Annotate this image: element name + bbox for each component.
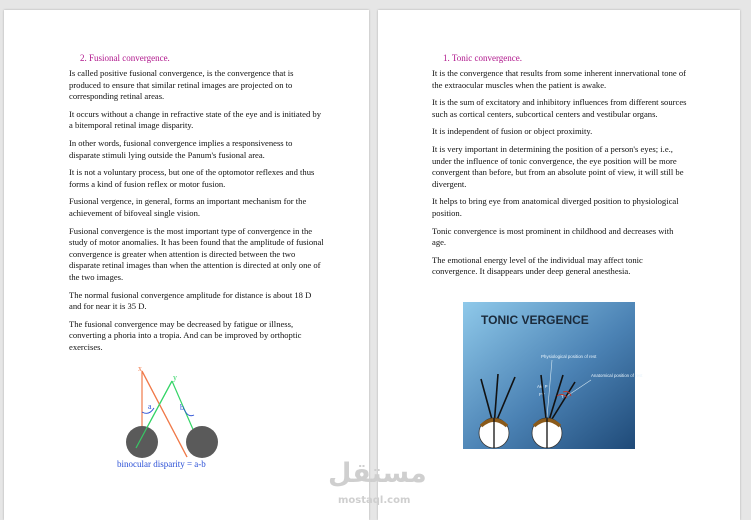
- page-right-content: [432, 52, 687, 284]
- watermark-arabic: مستقل: [328, 458, 427, 489]
- left-eye: [126, 426, 158, 458]
- paragraph: It helps to bring eye from anatomical diverged position to physiological position.: [432, 196, 679, 218]
- watermark-logo: [328, 458, 427, 514]
- paragraph: It is the sum of excitatory and inhibitory influences from different sources such as cortical centers, subcortical centers and vestibular organs.: [432, 97, 687, 119]
- label-x: x: [138, 364, 142, 373]
- watermark-latin: mostaql.com: [338, 495, 411, 506]
- document-page-left: [4, 10, 369, 520]
- paragraph: The fusional convergence may be decreased by fatigue or illness, converting a phoria into a tropia. And can be improved by orthoptic exercises.: [69, 318, 302, 352]
- label-t: T: [561, 394, 564, 399]
- paragraph: It is very important in determining the position of a person's eyes; i.e., under the influence of tonic convergence, the eye position will be more convergent than before, but from an absolute point of view, it will still be divergent.: [432, 143, 684, 189]
- paragraph: The emotional energy level of the individual may affect tonic convergence. It disappears under deep general anesthesia.: [432, 254, 643, 277]
- document-page-right: [378, 10, 740, 520]
- right-eye: [186, 426, 218, 458]
- paragraph: It occurs without a change in refractive state of the eye and is initiated by a bitemporal retinal image disparity.: [69, 108, 321, 131]
- paragraph: Fusional convergence is the most important type of convergence in the study of motor anomalies. It has been found that the amplitude of fusional convergence is greater when attention is directed between the two disparate retinal images than when the attention is directed at only one of the two images.: [69, 225, 324, 282]
- paragraph: It is the convergence that results from some inherent innervational tone of the extraocular muscles when the patient is awake.: [432, 68, 686, 90]
- paragraph: Is called positive fusional convergence, is the convergence that is produced to ensure that similar retinal images are projected on to corresponding retinal areas.: [69, 68, 294, 102]
- binocular-disparity-diagram: [114, 360, 244, 472]
- paragraph: Fusional vergence, in general, forms an important mechanism for the achievement of bifoveal single vision.: [69, 196, 307, 218]
- label-b: b: [180, 403, 184, 412]
- page-left-content: [69, 52, 324, 359]
- paragraph: Tonic convergence is most prominent in childhood and decreases with age.: [432, 225, 674, 248]
- figure-title: TONIC VERGENCE: [481, 313, 589, 327]
- paragraph: In other words, fusional convergence implies a responsiveness to disparate stimuli lying outside the Panum's fusional area.: [69, 137, 293, 160]
- tonic-vergence-figure: [463, 302, 643, 449]
- angle-b-arc: [184, 409, 194, 416]
- label-ak-p: Ak, P: [537, 384, 548, 389]
- heading-fusional-convergence: 2. Fusional convergence.: [80, 53, 170, 63]
- paragraph: The normal fusional convergence amplitude for distance is about 18 D and for near it is 35 D.: [69, 289, 312, 312]
- label-physiological-position: Physiological position of rest: [541, 354, 597, 359]
- label-anatomical-position: Anatomical position of rest: [591, 373, 643, 378]
- paragraph: It is independent of fusion or object proximity.: [432, 126, 593, 137]
- label-fv: FV: [539, 392, 545, 397]
- paragraph: It is not a voluntary process, but one of the optomotor reflexes and thus forms a kind of fusion reflex or motor fusion.: [69, 167, 315, 189]
- heading-tonic-convergence: 1. Tonic convergence.: [443, 53, 523, 63]
- label-a: a: [148, 402, 152, 411]
- figure-caption: binocular disparity = a-b: [117, 459, 206, 469]
- label-y: y: [173, 373, 177, 382]
